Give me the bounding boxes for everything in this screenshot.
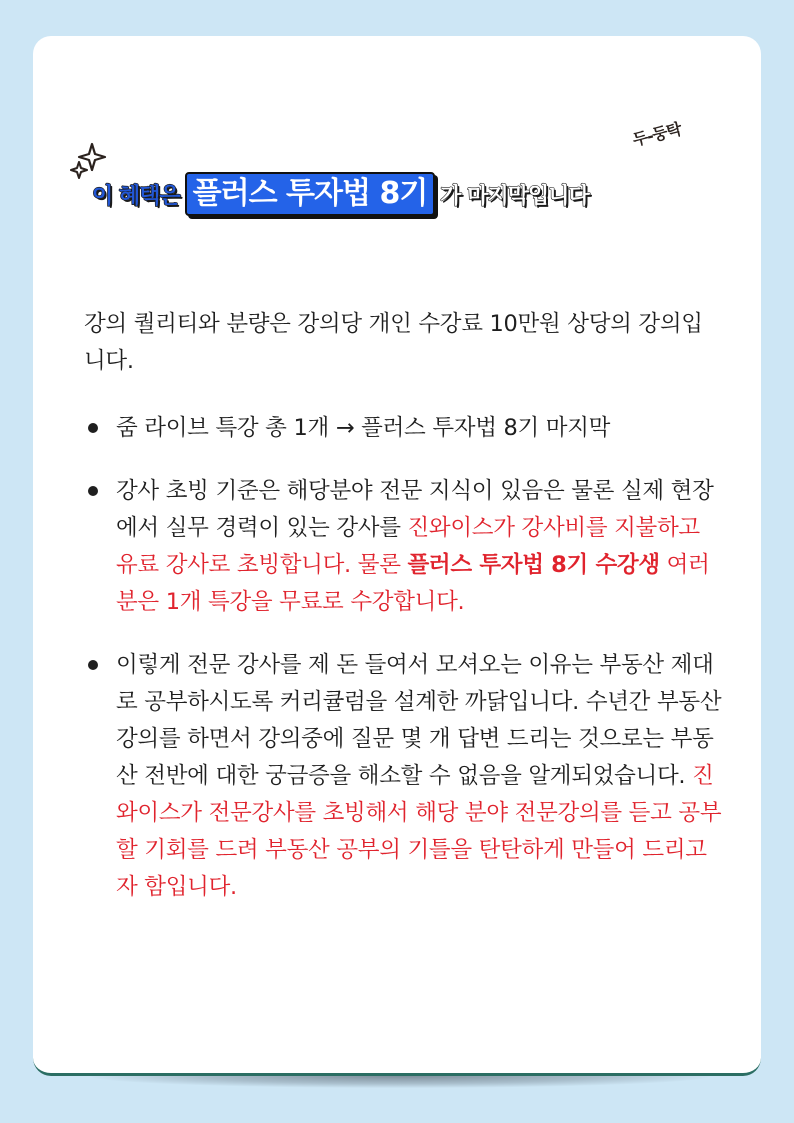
headline-part1: 이 혜택은: [92, 183, 180, 209]
list-item: [84, 410, 724, 447]
accent-tag: 두-둥탁: [630, 119, 683, 150]
list-item: [84, 647, 724, 906]
list-item-text: 강사 초빙 기준은 해당분야 전문 지식이 있음은 물론 실제 현장에서 실무 경력이 있는 강사를: [116, 478, 714, 541]
emphasis-text: 진와이스가 강사비를 지불하고 유료 강사로 초빙합니다. 물론: [116, 515, 700, 578]
bullet-icon: [88, 486, 98, 496]
emphasis-text: 여러분은 1개 특강을 무료로 수강합니다.: [116, 552, 710, 615]
headline-highlight: 플러스 투자법 8기: [185, 172, 436, 216]
list-item: [84, 473, 724, 621]
list-item-text: 이렇게 전문 강사를 제 돈 들여서 모셔오는 이유는 부동산 제대로 공부하시도록 커리큘럼을 설계한 까닭입니다. 수년간 부동산 강의를 하면서 강의중에 질문 몇 개 답변 드리는 것으로는 부동산 전반에 대한 궁금증을 해소할 수 없음을 알게되었습니다.: [116, 652, 722, 789]
headline-text: [72, 172, 732, 216]
headline-part2: 가 마지막입니다: [440, 183, 589, 209]
headline-banner: [72, 136, 732, 222]
bullet-icon: [88, 660, 98, 670]
body-content: [84, 306, 724, 932]
emphasis-text: 진와이스가 전문강사를 초빙해서 해당 분야 전문강의를 듣고 공부할 기회를 드려 부동산 공부의 기틀을 탄탄하게 만들어 드리고자 함입니다.: [116, 763, 722, 900]
list-item-text: 줌 라이브 특강 총 1개 → 플러스 투자법 8기 마지막: [116, 415, 611, 441]
intro-paragraph: 강의 퀄리티와 분량은 강의당 개인 수강료 10만원 상당의 강의입니다.: [84, 311, 703, 374]
emphasis-bold-text: 플러스 투자법 8기 수강생: [407, 552, 660, 578]
bullet-icon: [88, 423, 98, 433]
benefit-list: [84, 410, 724, 906]
